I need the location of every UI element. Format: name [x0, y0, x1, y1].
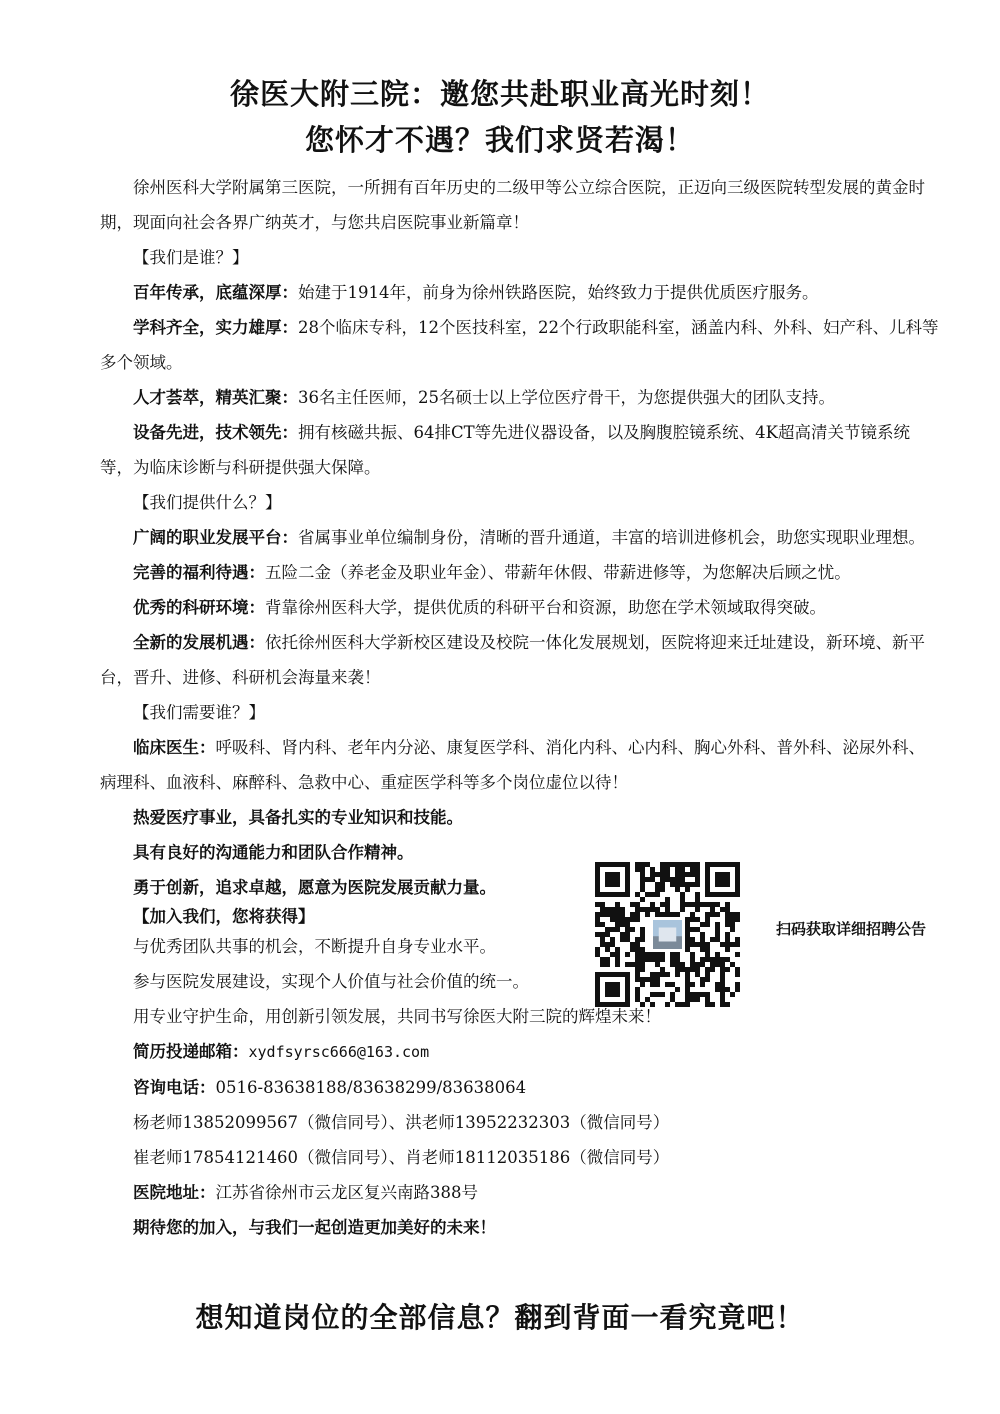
closing-text: 期待您的加入，与我们一起创造更加美好的未来！	[133, 1218, 496, 1237]
teachers-line: 杨老师13852099567（微信同号）、洪老师13952232303（微信同号）	[133, 1113, 670, 1132]
address-line	[100, 1175, 940, 1210]
qr-code-graphic	[578, 850, 758, 1020]
phone-number: 0516-83638188/83638299/83638064	[215, 1078, 527, 1097]
who-item	[100, 415, 940, 485]
teachers-line: 崔老师17854121460（微信同号）、肖老师18112035186（微信同号）	[133, 1148, 670, 1167]
offer-item	[100, 625, 940, 695]
address-label: 医院地址：	[133, 1183, 216, 1202]
doctors-label: 临床医生：	[133, 738, 216, 757]
who-item-text: 28个临床专科，12个医技科室，22个行政职能科室，涵盖内科、外科、妇产科、儿科等多个领域。	[100, 318, 939, 372]
offer-item	[100, 520, 940, 555]
offer-item-text: 依托徐州医科大学新校区建设及校院一体化发展规划，医院将迎来迁址建设，新环境、新平台，晋升、进修、科研机会海量来袭！	[100, 633, 925, 687]
gain-item: 用专业守护生命，用创新引领发展，共同书写徐医大附三院的辉煌未来！	[133, 1007, 661, 1026]
headline-main: 徐医大附三院：邀您共赴职业高光时刻！	[229, 77, 770, 111]
who-item-label: 学科齐全，实力雄厚：	[133, 318, 298, 337]
requirement-text: 勇于创新，追求卓越，愿意为医院发展贡献力量。	[133, 878, 496, 897]
qr-caption: 扫码获取详细招聘公告	[776, 920, 927, 938]
who-item	[100, 380, 940, 415]
gain-item: 参与医院发展建设，实现个人价值与社会价值的统一。	[133, 972, 529, 991]
email-label: 简历投递邮箱：	[133, 1042, 249, 1061]
requirement-item	[100, 800, 570, 835]
section-heading-need: 【我们需要谁？】	[133, 703, 265, 722]
phone-line	[100, 1070, 940, 1105]
who-item-label: 百年传承，底蕴深厚：	[133, 283, 298, 302]
doctors-paragraph	[100, 730, 940, 800]
who-item-text: 拥有核磁共振、64排CT等先进仪器设备，以及胸腹腔镜系统、4K超高清关节镜系统等，为临床诊断与科研提供强大保障。	[100, 423, 910, 477]
closing-line	[100, 1210, 940, 1245]
qr-code-icon	[578, 850, 758, 1020]
email-link[interactable]: xydfsyrsc666@163.com	[248, 1043, 430, 1061]
offer-item-label: 优秀的科研环境：	[133, 598, 265, 617]
section-heading-who: 【我们是谁？】	[133, 248, 249, 267]
offer-item	[100, 590, 940, 625]
email-line	[100, 1034, 940, 1070]
who-item	[100, 310, 940, 380]
offer-item-label: 完善的福利待遇：	[133, 563, 265, 582]
who-item-text: 36名主任医师，25名硕士以上学位医疗骨干，为您提供强大的团队支持。	[298, 388, 835, 407]
requirement-item	[100, 870, 570, 905]
gain-item: 与优秀团队共事的机会，不断提升自身专业水平。	[133, 937, 496, 956]
offer-item-label: 全新的发展机遇：	[133, 633, 265, 652]
intro-paragraph: 徐州医科大学附属第三医院，一所拥有百年历史的二级甲等公立综合医院，正迈向三级医院转型发展的黄金时期，现面向社会各界广纳英才，与您共启医院事业新篇章！	[100, 178, 925, 232]
gain-heading-text: 【加入我们，您将获得】	[133, 907, 315, 926]
section-heading-offer: 【我们提供什么？】	[133, 493, 282, 512]
address-text: 江苏省徐州市云龙区复兴南路388号	[215, 1183, 478, 1202]
who-item-text: 始建于1914年，前身为徐州铁路医院，始终致力于提供优质医疗服务。	[298, 283, 819, 302]
headline-sub: 您怀才不遇？我们求贤若渴！	[304, 123, 695, 157]
offer-item-label: 广阔的职业发展平台：	[133, 528, 298, 547]
requirement-text: 热爱医疗事业，具备扎实的专业知识和技能。	[133, 808, 463, 827]
who-item-label: 人才荟萃，精英汇聚：	[133, 388, 298, 407]
offer-item-text: 五险二金（养老金及职业年金）、带薪年休假、带薪进修等，为您解决后顾之忧。	[265, 563, 851, 582]
who-item	[100, 275, 940, 310]
who-item-label: 设备先进，技术领先：	[133, 423, 298, 442]
offer-item	[100, 555, 940, 590]
doctors-text: 呼吸科、肾内科、老年内分泌、康复医学科、消化内科、心内科、胸心外科、普外科、泌尿外科、病理科、血液科、麻醉科、急救中心、重症医学科等多个岗位虚位以待！	[100, 738, 925, 792]
content-body	[100, 170, 940, 1245]
offer-item-text: 省属事业单位编制身份，清晰的晋升通道，丰富的培训进修机会，助您实现职业理想。	[298, 528, 925, 547]
requirement-text: 具有良好的沟通能力和团队合作精神。	[133, 843, 414, 862]
phone-label: 咨询电话：	[133, 1078, 216, 1097]
offer-item-text: 背靠徐州医科大学，提供优质的科研平台和资源，助您在学术领域取得突破。	[265, 598, 826, 617]
requirement-item	[100, 835, 570, 870]
footer-cta: 想知道岗位的全部信息？翻到背面一看究竟吧！	[195, 1301, 805, 1334]
